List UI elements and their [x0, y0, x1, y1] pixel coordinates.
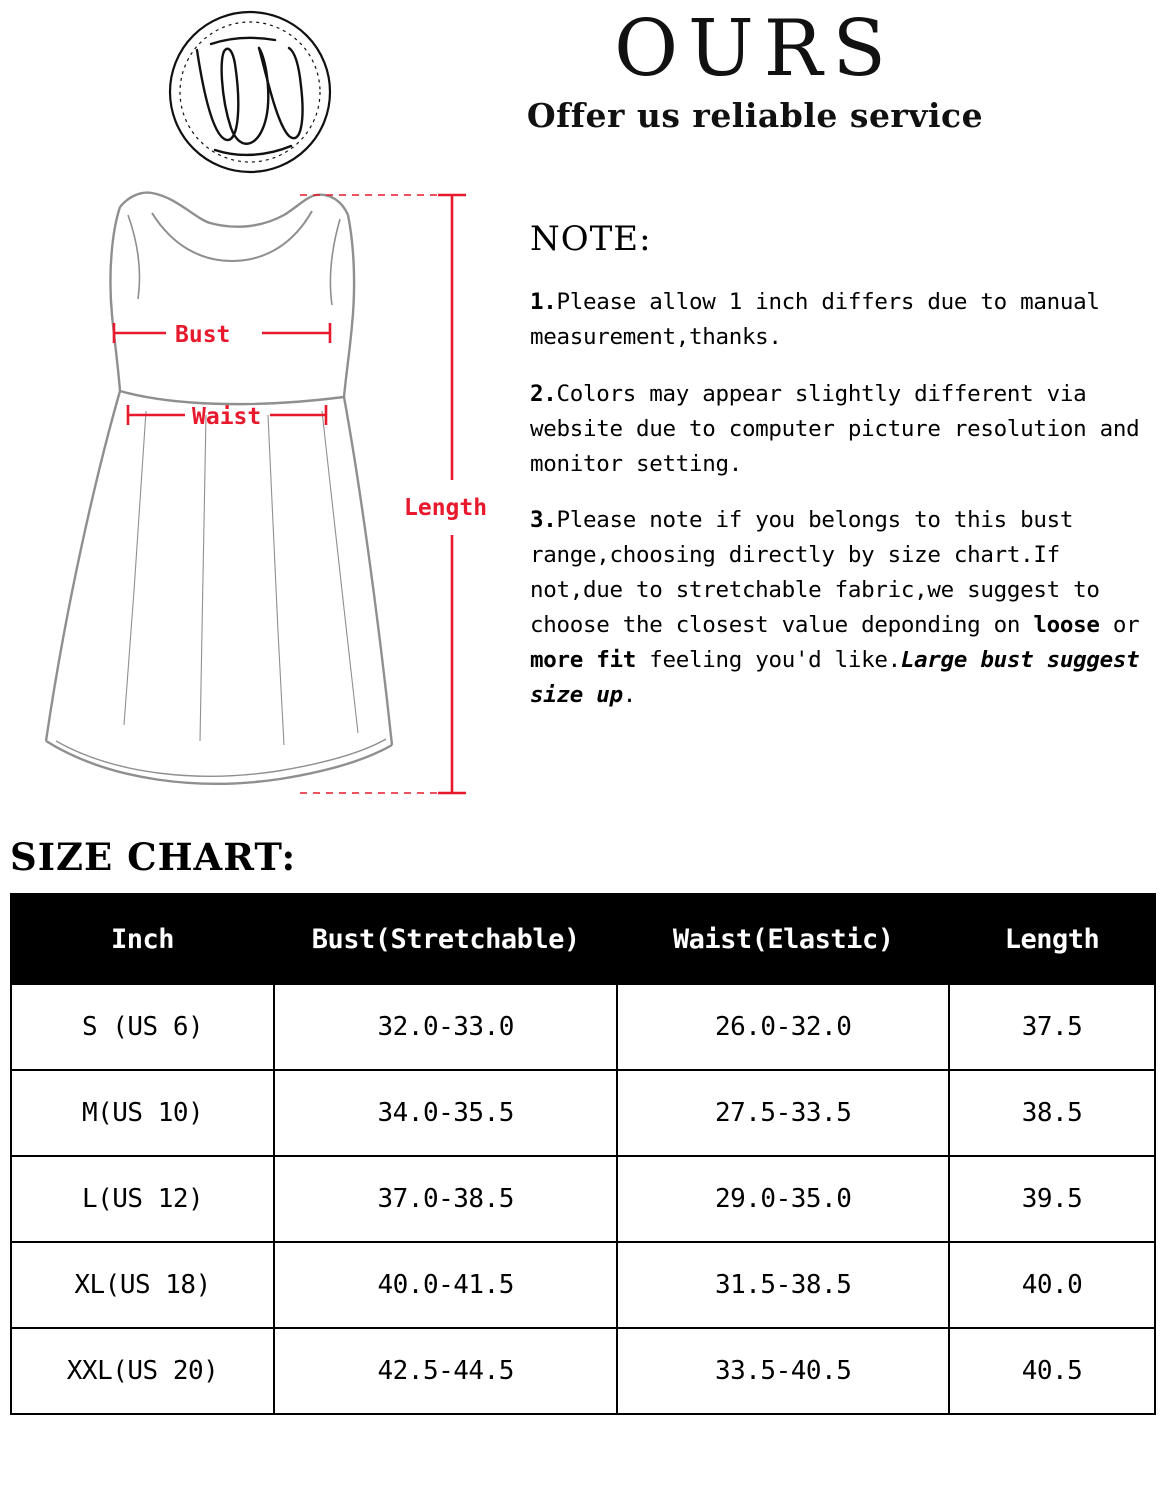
note-2-number: 2.	[530, 380, 557, 407]
note-3-emph-loose: loose	[1033, 612, 1100, 638]
note-title: NOTE:	[530, 219, 652, 259]
waist-label: Waist	[192, 404, 262, 430]
middle-section	[0, 185, 1166, 825]
page-header	[0, 0, 1166, 185]
cell-waist: 27.5-33.5	[617, 1070, 949, 1156]
table-row	[11, 1242, 1155, 1328]
column-header-waist: Waist(Elastic)	[617, 894, 949, 984]
note-3-emph-size-up: Large bust suggest size up	[530, 646, 1140, 708]
dress-measurement-illustration	[0, 185, 500, 825]
table-row	[11, 984, 1155, 1070]
table-row	[11, 1156, 1155, 1242]
note-1-text: Please allow 1 inch differs due to manual measurement,thanks.	[530, 289, 1100, 350]
note-3-text-part2: or	[1099, 612, 1140, 638]
cell-bust: 42.5-44.5	[274, 1328, 617, 1414]
brand-name: OURS	[614, 4, 896, 94]
cell-bust: 40.0-41.5	[274, 1242, 617, 1328]
cell-length: 37.5	[949, 984, 1155, 1070]
cell-length: 39.5	[949, 1156, 1155, 1242]
note-3-emph-more-fit: more fit	[530, 646, 636, 673]
note-item-1	[530, 285, 1160, 355]
note-3-text-part1: Please note if you belongs to this bust range,choosing directly by size chart.If not,due to stretchable fabric,we suggest to choose the closest value deponding on	[530, 507, 1100, 638]
note-3-text-part4: .	[622, 681, 636, 708]
note-2-text: Colors may appear slightly different via website due to computer picture resolution and monitor setting.	[530, 380, 1140, 477]
cell-length: 38.5	[949, 1070, 1155, 1156]
table-header-row	[11, 894, 1155, 984]
bust-label: Bust	[175, 322, 231, 348]
cell-length: 40.5	[949, 1328, 1155, 1414]
note-1-number: 1.	[530, 289, 557, 315]
length-label: Length	[404, 495, 488, 521]
dress-diagram	[0, 185, 500, 825]
cell-bust: 32.0-33.0	[274, 984, 617, 1070]
column-header-inch: Inch	[11, 894, 274, 984]
cell-size: L(US 12)	[11, 1156, 274, 1242]
table-row	[11, 1328, 1155, 1414]
cell-size: S (US 6)	[11, 984, 274, 1070]
size-chart-title: SIZE CHART:	[10, 835, 297, 879]
cell-size: M(US 10)	[11, 1070, 274, 1156]
note-panel	[520, 195, 1160, 825]
cell-waist: 29.0-35.0	[617, 1156, 949, 1242]
note-3-number: 3.	[530, 507, 557, 534]
monogram-circle-logo	[155, 8, 345, 176]
note-3-text-part3: feeling you'd like.	[635, 646, 901, 673]
cell-size: XXL(US 20)	[11, 1328, 274, 1414]
brand-text-block	[455, 4, 1055, 135]
note-item-3	[530, 503, 1160, 712]
table-row	[11, 1070, 1155, 1156]
cell-length: 40.0	[949, 1242, 1155, 1328]
brand-logo	[155, 8, 345, 176]
cell-waist: 26.0-32.0	[617, 984, 949, 1070]
brand-tagline: Offer us reliable service	[526, 95, 984, 135]
cell-waist: 33.5-40.5	[617, 1328, 949, 1414]
cell-waist: 31.5-38.5	[617, 1242, 949, 1328]
cell-bust: 34.0-35.5	[274, 1070, 617, 1156]
column-header-bust: Bust(Stretchable)	[274, 894, 617, 984]
column-header-length: Length	[949, 894, 1155, 984]
note-item-2	[530, 377, 1160, 482]
cell-size: XL(US 18)	[11, 1242, 274, 1328]
cell-bust: 37.0-38.5	[274, 1156, 617, 1242]
size-chart-table	[10, 893, 1156, 1415]
